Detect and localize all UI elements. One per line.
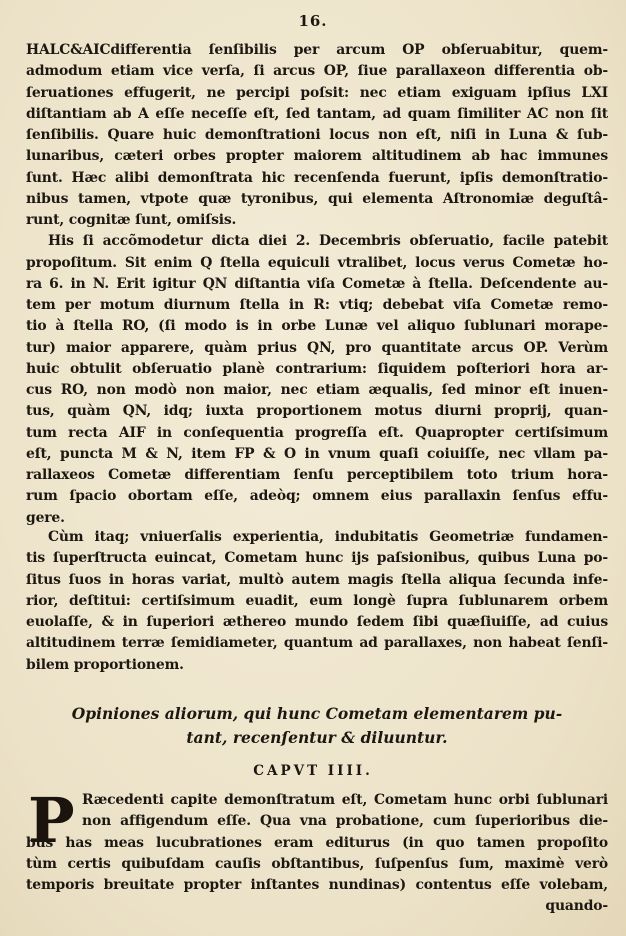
paragraph-2 [26, 527, 608, 676]
text-line: non affigendum eſſe. Qua vna probatione, cum ſuperioribus die- [82, 813, 608, 830]
text-line: propoſitum. Sit enim Q ſtella equiculi vtralibet, locus verus Cometæ ho- [26, 254, 608, 271]
catchword: quando- [545, 898, 608, 915]
paragraph-1 [26, 40, 608, 529]
text-line: nibus tamen, vtpote quæ tyronibus, qui elementa Aſtronomiæ deguſtâ- [26, 190, 608, 207]
text-line: Cùm itaq; vniuerſalis experientia, indubitatis Geometriæ fundamen- [48, 529, 608, 545]
summary-line: tant, recenſentur & diluuntur. [186, 728, 448, 747]
text-line: huic obtulit obſeruatio planè contrarium: ſiquidem poſteriori hora ar- [26, 360, 608, 377]
summary-line: Opiniones aliorum, qui hunc Cometam elementarem pu- [71, 704, 563, 723]
text-line: lunaribus, cæteri orbes propter maiorem altitudinem ab hac immunes [26, 148, 608, 165]
drop-cap: P [28, 784, 75, 857]
paragraph-3 [26, 784, 608, 918]
text-line: admodum etiam vice verſa, ſi arcus OP, ſiue parallaxeon differentia ob- [26, 63, 608, 80]
text-line: tum recta AIF in conſequentia progreſſa eſt. Quapropter certiſsimum [26, 424, 608, 441]
chapter-title: CAPVT IIII. [253, 763, 373, 779]
text-line: euolaſſe, & in ſuperiori æthereo mundo ſedem ſibi quæſiuiſſe, ad cuius [26, 614, 608, 630]
text-line: ſunt. Hæc alibi demonſtrata hic recenſenda fuerunt, ipſis demonſtratio- [26, 169, 608, 186]
text-line: tio à ſtella RO, (ſi modo is in orbe Lunæ vel aliquo ſublunari moraре- [26, 318, 608, 335]
text-line: tis ſuperſtructa euincat, Cometam hunc ijs paſsionibus, quibus Luna po- [26, 550, 608, 567]
text-line: cus RO, non modò non maior, nec etiam æqualis, ſed minor eſt inuen- [26, 382, 608, 398]
chapter-summary [26, 702, 608, 750]
text-line: tùm certis quibuſdam cauſis obſtantibus, ſuſpenſus ſum, maximè verò [26, 855, 608, 872]
text-line: tem per motum diurnum ſtella in R: vtiq; debebat viſa Cometæ remo- [26, 297, 608, 313]
text-line: runt, cognitæ ſunt, omiſsis. [26, 212, 237, 228]
text-line: ſenſibilis. Quare huic demonſtrationi locus non eſt, niſi in Luna & ſub- [26, 127, 608, 143]
text-line: His ſi accõmodetur dicta diei 2. Decembris obſeruatio, facile patebit [48, 233, 608, 250]
text-line: Ræcedenti capite demonſtratum eſt, Cometam hunc orbi ſublunari [82, 792, 608, 808]
text-line: tus, quàm QN, idq; iuxta proportionem motus diurni proprij, quan- [26, 403, 608, 420]
text-line: diſtantiam ab A eſſe neceſſe eſt, ſed tantam, ad quam ſimiliter AC non ſit [26, 105, 608, 122]
text-line: temporis breuitate propter inſtantes nundinas) contentus eſſe volebam, [26, 877, 608, 893]
text-line: bus has meas lucubrationes eram editurus (in quo tamen propoſito [26, 834, 608, 851]
text-line: gere. [26, 509, 65, 526]
page-number: 16. [298, 12, 328, 30]
text-line: ra 6. in N. Erit igitur QN diſtantia viſa Cometæ à ſtella. Deſcendente au- [26, 275, 608, 292]
text-line: rum ſpacio obortam eſſe, adeòq; omnem eius parallaxin ſenſus effu- [26, 488, 608, 505]
text-line: rallaxeos Cometæ differentiam ſenſu perceptibilem toto trium hora- [26, 467, 608, 483]
text-line: ſitus ſuos in horas variat, multò autem magis ſtella aliqua ſecunda infe- [26, 571, 608, 588]
text-line: rior, deſtitui: certiſsimum euadit, eum longè ſupra ſublunarem orbem [26, 592, 608, 609]
text-line: HALC&AICdifferentia ſenſibilis per arcum OP obſeruabitur, quem- [26, 42, 608, 58]
text-line: altitudinem terræ ſemidiameter, quantum ad parallaxes, non habeat ſenſi- [26, 635, 608, 652]
text-line: tur) maior apparere, quàm prius QN, pro quantitate arcus OP. Verùm [26, 339, 608, 356]
text-line: bilem proportionem. [26, 656, 184, 673]
text-line: ſeruationes effugerit, ne percipi poſsit: nec etiam exiguam ipſius LXI [26, 84, 608, 101]
text-line: eſt, puncta M & N, item FP & O in vnum quaſi coiuiſſe, nec vllam pa- [26, 445, 608, 462]
